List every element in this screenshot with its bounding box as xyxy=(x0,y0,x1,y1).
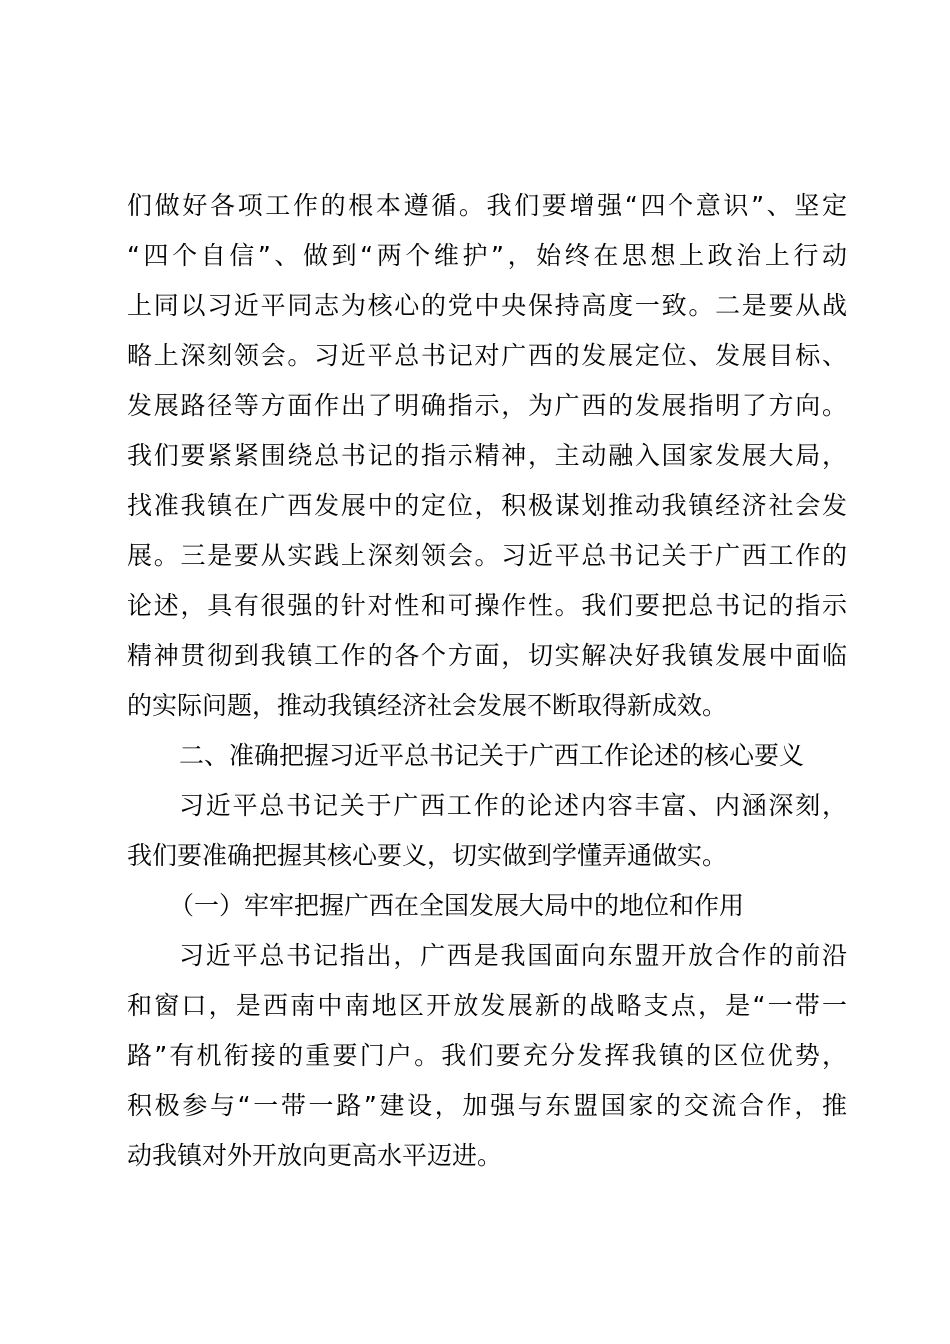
text-line: 上同以习近平同志为核心的党中央保持高度一致。二是要从战 xyxy=(127,291,847,320)
text-line: 积极参与“一带一路”建设，加强与东盟国家的交流合作，推 xyxy=(127,1091,847,1120)
text-line: 论述，具有很强的针对性和可操作性。我们要把总书记的指示 xyxy=(127,591,847,620)
text-line: 我们要准确把握其核心要义，切实做到学懂弄通做实。 xyxy=(127,841,728,870)
text-line: 展。三是要从实践上深刻领会。习近平总书记关于广西工作的 xyxy=(127,541,847,570)
text-line: 精神贯彻到我镇工作的各个方面，切实解决好我镇发展中面临 xyxy=(127,641,847,670)
text-line: 路”有机衔接的重要门户。我们要充分发挥我镇的区位优势， xyxy=(127,1041,847,1070)
text-line: 找准我镇在广西发展中的定位，积极谋划推动我镇经济社会发 xyxy=(127,491,847,520)
text-line: 们做好各项工作的根本遵循。我们要增强“四个意识”、坚定 xyxy=(127,191,847,220)
text-line: “四个自信”、做到“两个维护”，始终在思想上政治上行动 xyxy=(127,241,847,270)
text-line: 和窗口，是西南中南地区开放发展新的战略支点，是“一带一 xyxy=(127,991,847,1020)
subsection-heading: （一）牢牢把握广西在全国发展大局中的地位和作用 xyxy=(169,891,745,920)
document-body xyxy=(127,181,847,1181)
text-line: 我们要紧紧围绕总书记的指示精神，主动融入国家发展大局， xyxy=(127,441,847,470)
text-line: 的实际问题，推动我镇经济社会发展不断取得新成效。 xyxy=(127,691,728,720)
text-line: 发展路径等方面作出了明确指示，为广西的发展指明了方向。 xyxy=(127,391,847,420)
section-heading: 二、准确把握习近平总书记关于广西工作论述的核心要义 xyxy=(179,741,805,770)
text-line: 习近平总书记指出，广西是我国面向东盟开放合作的前沿 xyxy=(179,941,847,970)
text-line: 动我镇对外开放向更高水平迈进。 xyxy=(127,1141,503,1170)
text-line: 习近平总书记关于广西工作的论述内容丰富、内涵深刻， xyxy=(179,791,847,820)
text-line: 略上深刻领会。习近平总书记对广西的发展定位、发展目标、 xyxy=(127,341,847,370)
